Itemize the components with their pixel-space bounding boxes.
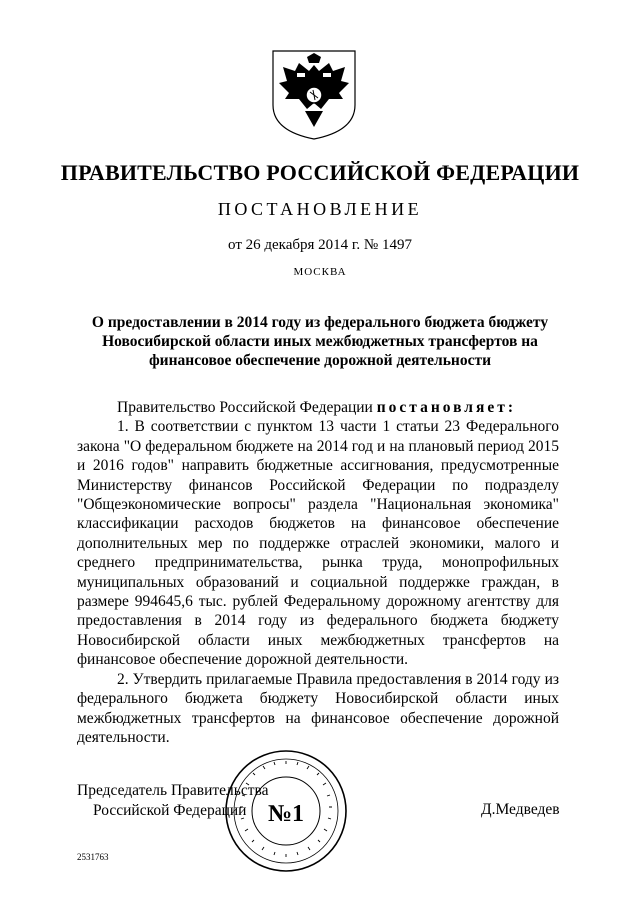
document-type: ПОСТАНОВЛЕНИЕ (217, 199, 423, 219)
official-stamp-icon (222, 747, 350, 875)
signatory-title-line-1: Председатель Правительства (77, 782, 269, 799)
preamble (77, 398, 559, 417)
document-body (77, 398, 559, 747)
paragraph-2: 2. Утвердить прилагаемые Правила предоставления в 2014 году из федерального бюджета бюджету Новосибирской области иных межбюджетных трансфертов на финансовое обеспечение дорожной деятельности. (77, 670, 559, 746)
document-subject: О предоставлении в 2014 году из федерального бюджета бюджету Новосибирской области иных межбюджетных трансфертов на финансовое обеспечение дорожной деятельности (91, 314, 549, 369)
stamp-number: №1 (267, 801, 305, 827)
city: МОСКВА (293, 266, 347, 278)
document-registration-number: 2531763 (77, 852, 109, 862)
state-emblem-icon (269, 47, 359, 142)
preamble-lead: Правительство Российской Федерации (117, 399, 377, 416)
preamble-verb: постановляет: (376, 399, 517, 416)
signatory-name: Д.Медведев (481, 801, 560, 818)
government-title: ПРАВИТЕЛЬСТВО РОССИЙСКОЙ ФЕДЕРАЦИИ (60, 160, 580, 185)
signatory-title-line-2: Российской Федерации (93, 802, 247, 819)
date-and-number: от 26 декабря 2014 г. № 1497 (228, 237, 412, 253)
paragraph-1: 1. В соответствии с пунктом 13 части 1 статьи 23 Федерального закона "О федеральном бюджете на 2014 год и на плановый период 2015 и 2016 годов" направить бюджетные ассигнования, предусмотренные Министерству финансов Российской Федерации по подразделу "Общеэкономические вопросы" раздела "Национальная экономика" классификации расходов бюджетов на финансовое обеспечение дополнительных мер по поддержке отраслей экономики, малого и среднего предпринимательства, рынка труда, монопрофильных муниципальных образований и социальной поддержке граждан, в размере 994645,6 тыс. рублей Федеральному дорожному агентству для предоставления в 2014 году из федерального бюджета бюджету Новосибирской области иных межбюджетных трансфертов на финансовое обеспечение дорожной деятельности. (77, 418, 559, 669)
